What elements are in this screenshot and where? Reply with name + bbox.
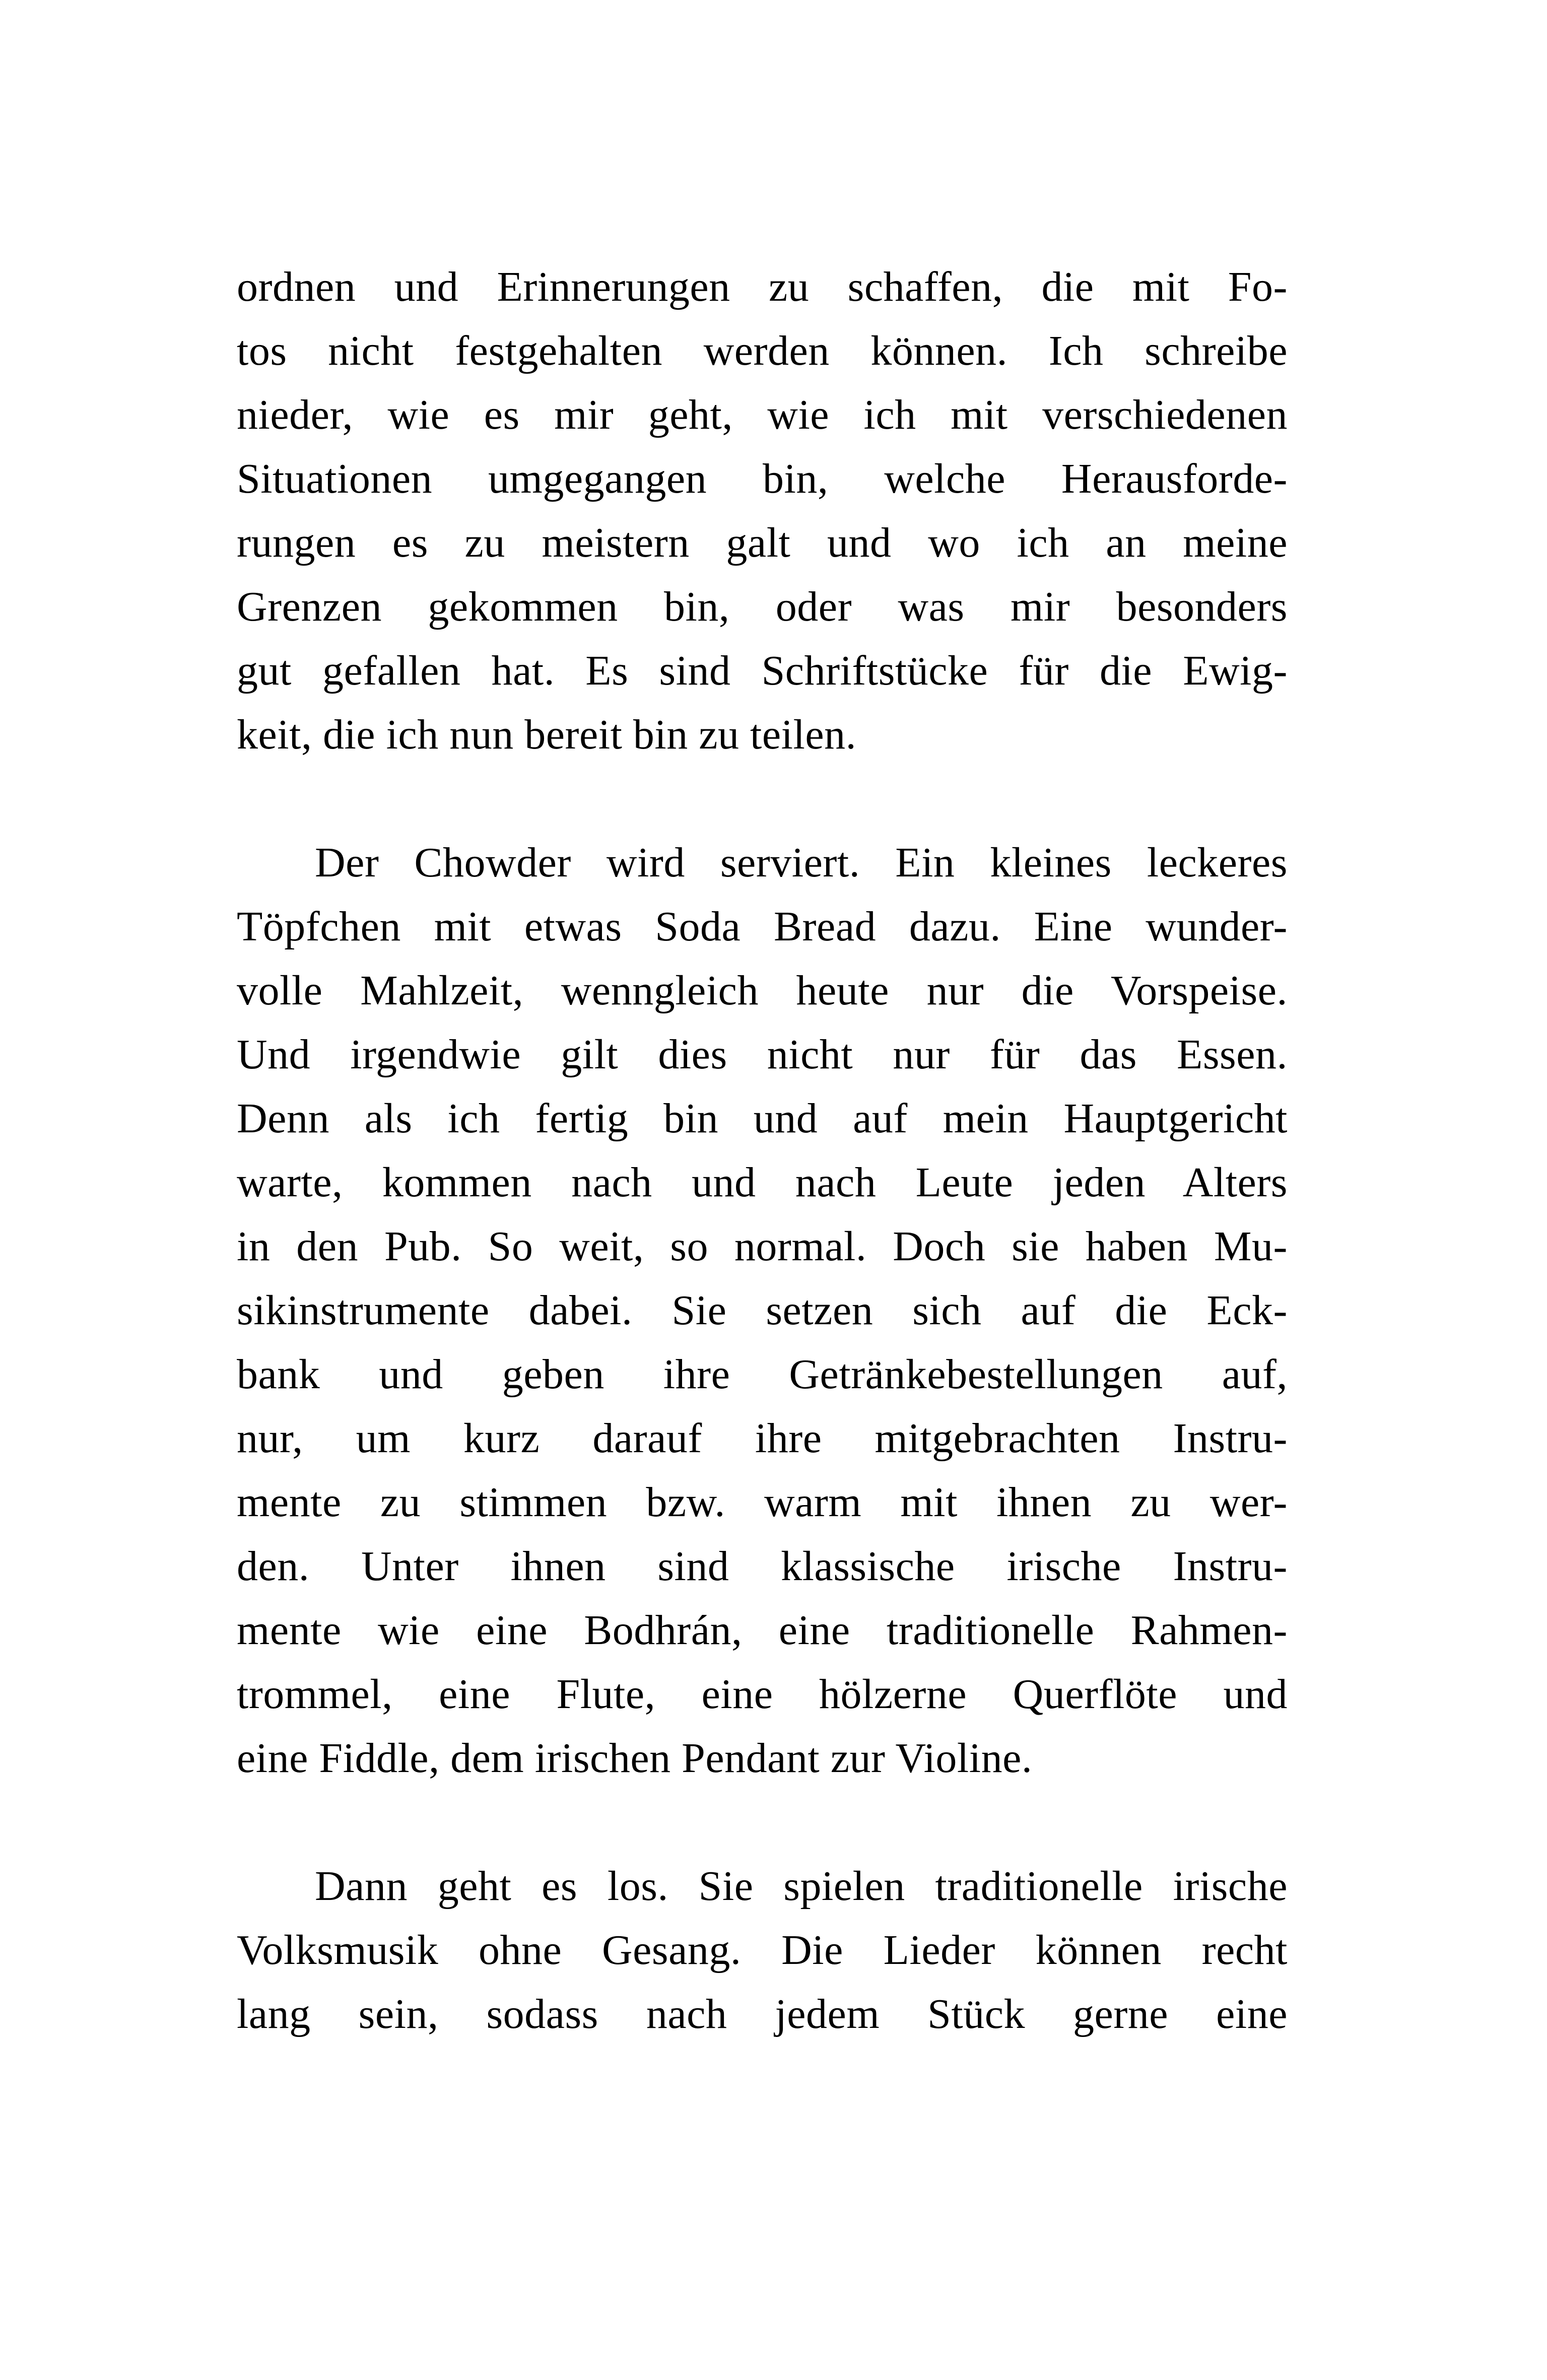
text-line: in den Pub. So weit, so normal. Doch sie haben Mu- — [237, 1223, 1288, 1270]
text-line: Denn als ich fertig bin und auf mein Hauptgericht — [237, 1095, 1288, 1142]
text-line: Der Chowder wird serviert. Ein kleines leckeres — [315, 839, 1288, 886]
text-line: den. Unter ihnen sind klassische irische Instru- — [237, 1543, 1288, 1590]
text-line: nieder, wie es mir geht, wie ich mit verschiedenen — [237, 391, 1288, 438]
text-line: lang sein, sodass nach jedem Stück gerne eine — [237, 1991, 1288, 2037]
text-line: mente zu stimmen bzw. warm mit ihnen zu wer- — [237, 1479, 1288, 1526]
paragraph — [237, 831, 1288, 1790]
text-line: rungen es zu meistern galt und wo ich an meine — [237, 519, 1288, 566]
text-line: volle Mahlzeit, wenngleich heute nur die Vorspeise. — [237, 967, 1288, 1014]
text-line: warte, kommen nach und nach Leute jeden Alters — [237, 1159, 1288, 1206]
text-line: Volksmusik ohne Gesang. Die Lieder können recht — [237, 1927, 1288, 1974]
text-line: bank und geben ihre Getränkebestellungen auf, — [237, 1351, 1288, 1398]
text-line: trommel, eine Flute, eine hölzerne Querflöte und — [237, 1671, 1288, 1718]
text-line: Dann geht es los. Sie spielen traditionelle irische — [315, 1863, 1288, 1910]
text-line: eine Fiddle, dem irischen Pendant zur Violine. — [237, 1735, 1033, 1782]
text-line: Töpfchen mit etwas Soda Bread dazu. Eine wunder- — [237, 903, 1288, 950]
text-line: keit, die ich nun bereit bin zu teilen. — [237, 711, 857, 758]
text-line: nur, um kurz darauf ihre mitgebrachten Instru- — [237, 1415, 1288, 1462]
text-block — [237, 255, 1288, 2046]
paragraph — [237, 1854, 1288, 2046]
paragraph — [237, 255, 1288, 767]
text-line: tos nicht festgehalten werden können. Ich schreibe — [237, 327, 1288, 374]
text-line: ordnen und Erinnerungen zu schaffen, die mit Fo- — [237, 263, 1288, 310]
text-line: gut gefallen hat. Es sind Schriftstücke für die Ewig- — [237, 647, 1288, 694]
text-line: sikinstrumente dabei. Sie setzen sich auf die Eck- — [237, 1287, 1288, 1334]
text-line: Situationen umgegangen bin, welche Herausforde- — [237, 455, 1288, 502]
text-line: mente wie eine Bodhrán, eine traditionelle Rahmen- — [237, 1607, 1288, 1654]
text-line: Und irgendwie gilt dies nicht nur für das Essen. — [237, 1031, 1288, 1078]
text-line: Grenzen gekommen bin, oder was mir besonders — [237, 583, 1288, 630]
